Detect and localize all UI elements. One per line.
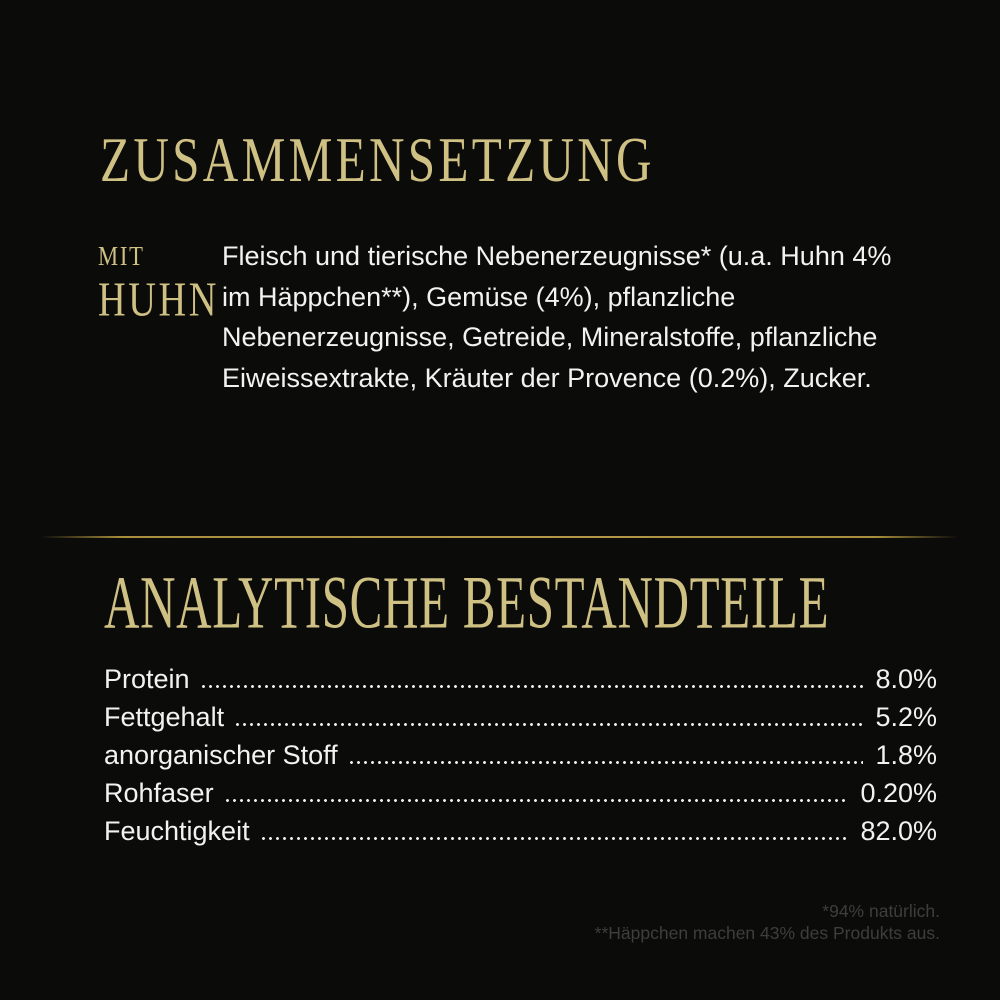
composition-title: ZUSAMMENSETZUNG (100, 124, 655, 195)
table-row (104, 810, 937, 848)
variant-prefix: MIT (98, 240, 145, 272)
row-label: Protein (104, 664, 190, 694)
divider-line (40, 536, 958, 538)
row-value: 82.0% (860, 816, 937, 846)
row-value: 1.8% (875, 740, 937, 770)
variant-name: HUHN (98, 272, 220, 327)
table-row (104, 696, 937, 734)
footnote-line: *94% natürlich. (822, 901, 940, 921)
row-value: 0.20% (860, 778, 937, 808)
row-value: 5.2% (875, 702, 937, 732)
row-label: Fettgehalt (104, 702, 225, 732)
analysis-title: ANALYTISCHE BESTANDTEILE (104, 561, 830, 645)
row-label: Feuchtigkeit (104, 816, 250, 846)
footnotes (595, 900, 940, 944)
dot-leader (236, 723, 863, 726)
row-label: anorganischer Stoff (104, 740, 338, 770)
table-row (104, 772, 937, 810)
dot-leader (262, 837, 849, 840)
ingredients-text: Fleisch und tierische Nebenerzeugnisse* (u.a. Huhn 4% im Häppchen**), Gemüse (4%), pflanzliche Nebenerzeugnisse, Getreide, Mineralstoffe, pflanzliche Eiweissextrakte, Kräuter der Provence (0.2%), Zucker. (222, 241, 892, 393)
row-value: 8.0% (875, 664, 937, 694)
variant-label (98, 240, 237, 327)
table-row (104, 734, 937, 772)
dot-leader (350, 761, 864, 764)
analysis-table (104, 658, 937, 848)
dot-leader (202, 685, 864, 688)
dot-leader (226, 799, 849, 802)
table-row (104, 658, 937, 696)
footnote-line: **Häppchen machen 43% des Produkts aus. (594, 923, 940, 943)
row-label: Rohfaser (104, 778, 214, 808)
